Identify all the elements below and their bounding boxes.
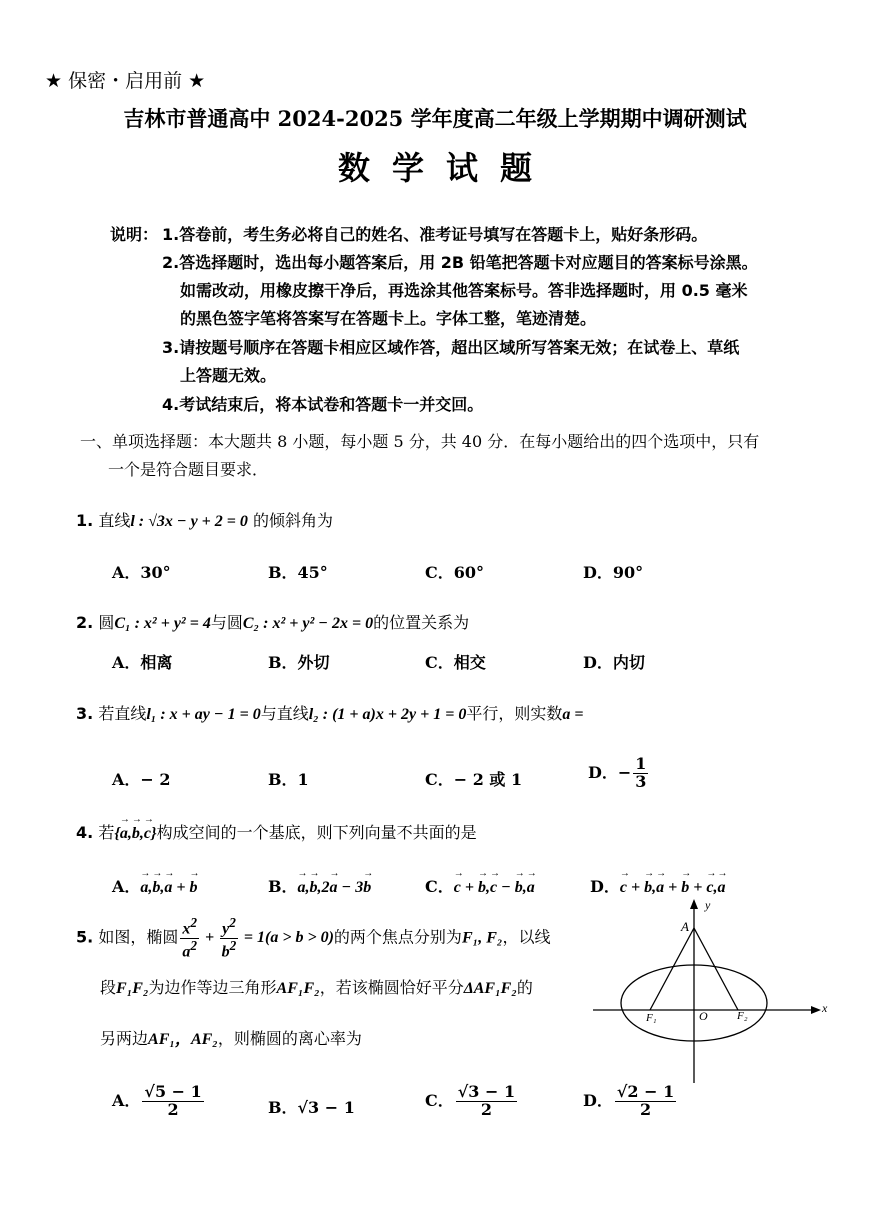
- math-expr: → a,→ b,2→ a − 3→ b: [298, 879, 372, 896]
- ellipse-equation: $\frac{x^2}{a^2}$ + $\frac{y^2}{b^2}$ = 1(a > b > 0): [182, 915, 334, 961]
- math-expr: C₂ : x² + y² − 2x = 0: [242, 615, 374, 632]
- option-a: [112, 1084, 206, 1119]
- question-5-line3: [100, 1026, 362, 1049]
- exam-subject: 数学试题: [337, 149, 554, 187]
- question-text: 若: [98, 823, 115, 842]
- note-item: 2.答选择题时，选出每小题答案后，用 2B 铅笔把答题卡对应题目的答案标号涂黑。: [162, 253, 758, 272]
- numerator: √5 − 1: [144, 1082, 202, 1101]
- math-expr: l : √3x − y + 2 = 0: [130, 513, 248, 530]
- origin-label: O: [699, 1009, 708, 1023]
- question-number: 5.: [76, 927, 94, 947]
- denominator: 2: [639, 1099, 652, 1119]
- question-text: 的两个焦点分别为: [333, 927, 462, 947]
- math-expr: ΔAF₁F₂: [463, 980, 517, 997]
- question-text: 为边作等边三角形: [148, 978, 277, 997]
- option-a: A．− 2: [112, 770, 171, 789]
- question-text: 另两边: [100, 1029, 149, 1048]
- point-a-label: A: [681, 919, 689, 934]
- y-axis-arrow: [690, 899, 698, 909]
- option-b: B．外切: [268, 653, 330, 672]
- question-number: 2.: [76, 613, 94, 632]
- question-3: [76, 701, 583, 724]
- question-text: 平行，则实数: [466, 704, 563, 723]
- notes-label: 说明：: [110, 225, 159, 244]
- option-a: A．30°: [112, 563, 171, 582]
- math-expr: AF₁，AF₂: [148, 1031, 218, 1048]
- question-1: [76, 508, 333, 531]
- option-b: [268, 874, 371, 897]
- section-heading: 一、单项选择题：本大题共 8 小题，每小题 5 分，共 40 分．在每小题给出的四个选项中，只有: [80, 432, 760, 451]
- option-label: B．: [268, 877, 298, 896]
- option-label: A．: [112, 1090, 141, 1110]
- option-label: D．: [583, 1090, 613, 1110]
- option-d: D．90°: [583, 563, 644, 582]
- question-text: 段: [100, 978, 117, 997]
- option-label: D．: [590, 877, 620, 896]
- math-expr: → c + → b,→ c − → b,→ a: [454, 879, 535, 896]
- question-text: 圆: [98, 613, 115, 632]
- math-expr: l₁ : x + ay − 1 = 0: [146, 706, 261, 723]
- question-text: ，若该椭圆恰好平分: [319, 978, 464, 997]
- fraction: [633, 756, 648, 791]
- minus-sign: −: [617, 762, 632, 782]
- fraction: [456, 1084, 517, 1119]
- math-expr: a =: [562, 706, 584, 723]
- question-text: 与直线: [260, 704, 309, 723]
- question-text: 直线: [98, 511, 131, 530]
- question-text: 构成空间的一个基底，则下列向量不共面的是: [156, 823, 477, 842]
- numerator: 1: [635, 754, 647, 773]
- option-label: A．: [112, 877, 141, 896]
- option-c: [425, 874, 535, 897]
- focus-f1-label: F₁: [646, 1012, 657, 1024]
- question-5-line2: [100, 975, 533, 998]
- y-label: y: [705, 898, 711, 912]
- math-expr: l₂ : (1 + a)x + 2y + 1 = 0: [308, 706, 467, 723]
- question-text: 与圆: [210, 613, 243, 632]
- option-b: [268, 1095, 355, 1118]
- math-expr: → c + → b,→ a + → b + → c,→ a: [620, 879, 726, 896]
- option-label: C．: [425, 1090, 454, 1110]
- fraction: [615, 1084, 676, 1119]
- note-item: 如需改动，用橡皮擦干净后，再选涂其他答案标号。答非选择题时，用 0.5 毫米: [180, 281, 748, 300]
- x-label: x: [822, 1001, 828, 1015]
- question-4: [76, 820, 477, 843]
- option-label: B．: [268, 1098, 298, 1117]
- confidential-mark: ★ 保密・启用前 ★: [45, 70, 206, 92]
- question-text: ，以线: [502, 927, 551, 947]
- side-af1: [650, 928, 694, 1010]
- note-item: 的黑色签字笔将答案写在答题卡上。字体工整，笔迹清楚。: [180, 309, 597, 328]
- math-expr: F₁F₂: [116, 980, 149, 997]
- option-b: B．1: [268, 770, 309, 789]
- question-2: [76, 610, 469, 633]
- option-c: C．相交: [425, 653, 486, 672]
- question-text: 若直线: [98, 704, 147, 723]
- denominator: 3: [635, 771, 647, 791]
- note-item: 4.考试结束后，将本试卷和答题卡一并交回。: [162, 395, 484, 414]
- denominator: 2: [167, 1099, 179, 1119]
- option-c: C．− 2 或 1: [425, 770, 523, 789]
- note-item: 1.答卷前，考生务必将自己的姓名、准考证号填写在答题卡上，贴好条形码。: [162, 225, 708, 244]
- math-expr: C₁ : x² + y² = 4: [114, 615, 211, 632]
- option-label: C．: [425, 877, 454, 896]
- question-text: 的倾斜角为: [253, 511, 334, 530]
- option-d: [588, 756, 650, 791]
- x-axis-arrow: [811, 1006, 821, 1014]
- math-expr: {→ a,→ b,→ c}: [114, 825, 156, 842]
- note-item: 3.请按题号顺序在答题卡相应区域作答，超出区域所写答案无效；在试卷上、草纸: [162, 338, 740, 357]
- option-c: C．60°: [425, 563, 485, 582]
- option-a: [112, 874, 198, 897]
- math-expr: AF₁F₂: [276, 980, 320, 997]
- option-value: √3 − 1: [297, 1098, 355, 1117]
- denominator: 2: [480, 1099, 492, 1119]
- question-text: 的位置关系为: [373, 613, 470, 632]
- question-text: 如图，椭圆: [98, 927, 179, 947]
- math-expr: → a,→ b,→ a + → b: [140, 879, 197, 896]
- question-text: ，则椭圆的离心率为: [217, 1029, 362, 1048]
- focus-f2-label: F₂: [737, 1010, 748, 1022]
- question-number: 3.: [76, 704, 94, 723]
- option-label: D．: [588, 762, 618, 782]
- numerator: √3 − 1: [457, 1082, 516, 1101]
- section-heading-cont: 一个是符合题目要求．: [108, 460, 269, 479]
- option-d: D．内切: [583, 653, 645, 672]
- option-c: [425, 1084, 519, 1119]
- option-b: B．45°: [268, 563, 328, 582]
- option-d: [583, 1084, 678, 1119]
- option-a: A．相离: [112, 653, 173, 672]
- math-expr: F₁, F₂: [461, 929, 503, 947]
- ellipse-figure: [585, 893, 835, 1088]
- note-item: 上答题无效。: [180, 366, 277, 385]
- question-text: 的: [516, 978, 533, 997]
- question-number: 4.: [76, 823, 94, 842]
- fraction: [142, 1084, 203, 1119]
- side-af2: [694, 928, 738, 1010]
- question-5: [76, 916, 550, 961]
- exam-title: 吉林市普通高中 2024-2025 学年度高二年级上学期期中调研测试: [123, 106, 747, 131]
- numerator: √2 − 1: [616, 1082, 675, 1101]
- question-number: 1.: [76, 511, 94, 530]
